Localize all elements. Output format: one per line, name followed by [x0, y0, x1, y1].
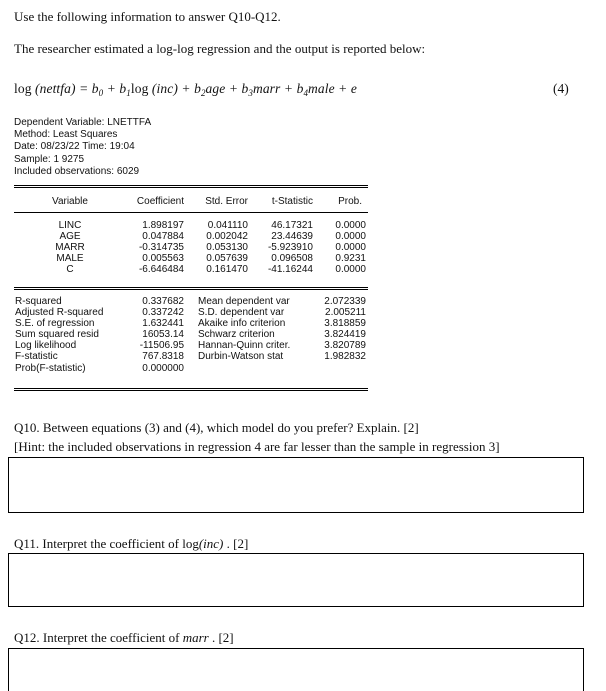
stats-left-labels [15, 296, 125, 374]
stat-value: 2.072339 [324, 296, 366, 307]
q12-answer-box[interactable] [8, 648, 584, 691]
stats-right-values [310, 296, 366, 363]
output-header [14, 117, 151, 178]
date-time: Date: 08/23/22 Time: 19:04 [14, 141, 135, 153]
table-cell: 0.057639 [206, 253, 248, 265]
stat-value: 0.337242 [142, 307, 184, 319]
stat-value: 3.824419 [324, 329, 366, 341]
coefficient-column [114, 220, 184, 275]
table-cell: 0.047884 [142, 231, 184, 243]
stat-value: 767.8318 [142, 351, 184, 363]
table-cell: LINC [58, 220, 82, 231]
stat-value: 3.820789 [324, 340, 366, 352]
q10-text: Q10. Between equations (3) and (4), which model do you prefer? Explain. [2] [14, 420, 419, 435]
table-cell: 0.0000 [335, 242, 366, 254]
q12-suffix: . [2] [208, 630, 234, 645]
table-cell: 0.0000 [335, 264, 366, 276]
prob-column [318, 220, 366, 275]
table-cell: -5.923910 [267, 242, 313, 254]
std-error-column [188, 220, 248, 275]
stat-label: Log likelihood [15, 340, 77, 352]
method: Method: Least Squares [14, 129, 118, 141]
q12-variable: marr [182, 630, 209, 645]
q11-answer-box[interactable] [8, 553, 584, 607]
header-t-statistic: t-Statistic [271, 196, 313, 207]
table-cell: 0.002042 [206, 231, 248, 243]
table-cell: AGE [59, 231, 81, 243]
t-statistic-column [254, 220, 313, 275]
stat-value: 16053.14 [142, 329, 184, 341]
table-cell: 0.0000 [335, 220, 366, 231]
q11-variable: (inc) [198, 536, 224, 551]
stat-label: Akaike info criterion [198, 318, 286, 330]
stat-value: 1.632441 [142, 318, 184, 330]
stats-top-rule-2 [14, 289, 368, 290]
table-top-rule [14, 185, 368, 186]
table-cell: -0.314735 [138, 242, 184, 254]
stat-label: Sum squared resid [15, 329, 99, 341]
q11-suffix: . [2] [223, 536, 249, 551]
table-bottom-rule-2 [14, 390, 368, 391]
stat-value: 2.005211 [325, 307, 366, 319]
stat-value: 0.337682 [142, 296, 184, 307]
table-cell: 0.005563 [142, 253, 184, 265]
table-cell: MARR [55, 242, 85, 254]
table-cell: -6.646484 [138, 264, 184, 276]
header-std-error: Std. Error [205, 196, 248, 207]
q10-hint: [Hint: the included observations in regression 4 are far lesser than the sample in regression 3] [14, 439, 500, 454]
q11-prefix: Q11. Interpret the coefficient of log [14, 536, 199, 551]
stat-label: S.D. dependent var [198, 307, 285, 319]
table-top-rule-2 [14, 187, 368, 188]
stat-label: Mean dependent var [198, 296, 290, 307]
header-rule [14, 212, 368, 213]
stat-value: -11506.95 [139, 340, 184, 352]
table-cell: 0.161470 [206, 264, 248, 276]
table-cell: 1.898197 [142, 220, 184, 231]
stat-value: 3.818859 [324, 318, 366, 330]
q11-text [14, 536, 248, 552]
dependent-variable: Dependent Variable: LNETTFA [14, 117, 152, 128]
header-variable: Variable [52, 196, 88, 207]
intro-text: Use the following information to answer Q10-Q12. [14, 9, 281, 24]
variable-column [30, 220, 110, 275]
stats-right-labels [198, 296, 310, 363]
table-cell: 0.096508 [271, 253, 313, 265]
header-prob: Prob. [338, 196, 362, 207]
stat-label: Prob(F-statistic) [15, 362, 86, 374]
stat-label: Durbin-Watson stat [198, 351, 284, 363]
included-observations: Included observations: 6029 [14, 165, 140, 177]
regression-equation: log (nettfa) = $b_0 + b_1\log$ $(inc) + b_2age$ + $b_3marr$ + $b_4male + e$ [14, 81, 357, 98]
table-cell: 0.0000 [335, 231, 366, 243]
stat-label: F-statistic [15, 351, 58, 363]
description-text: The researcher estimated a log-log regression and the output is reported below: [14, 41, 426, 56]
table-cell: 0.041110 [207, 220, 248, 231]
stat-value: 1.982832 [324, 351, 366, 363]
stat-value: 0.000000 [142, 362, 184, 374]
header-coefficient: Coefficient [136, 196, 184, 207]
q12-text [14, 630, 234, 646]
q12-prefix: Q12. Interpret the coefficient of [14, 630, 183, 645]
table-cell: 23.44639 [271, 231, 313, 243]
stat-label: S.E. of regression [15, 318, 95, 330]
table-cell: MALE [56, 253, 84, 265]
sample: Sample: 1 9275 [14, 153, 85, 165]
table-cell: -41.16244 [267, 264, 313, 276]
stats-left-values [120, 296, 184, 374]
stat-label: R-squared [15, 296, 62, 307]
table-cell: C [66, 264, 74, 276]
q10-answer-box[interactable] [8, 457, 584, 513]
table-cell: 46.17321 [271, 220, 313, 231]
table-bottom-rule [14, 388, 368, 389]
table-cell: 0.053130 [206, 242, 248, 254]
table-cell: 0.9231 [335, 253, 366, 265]
stat-label: Hannan-Quinn criter. [198, 340, 291, 352]
stat-label: Adjusted R-squared [15, 307, 104, 319]
stats-top-rule [14, 287, 368, 288]
stat-label: Schwarz criterion [198, 329, 275, 341]
equation-number: (4) [553, 81, 569, 96]
